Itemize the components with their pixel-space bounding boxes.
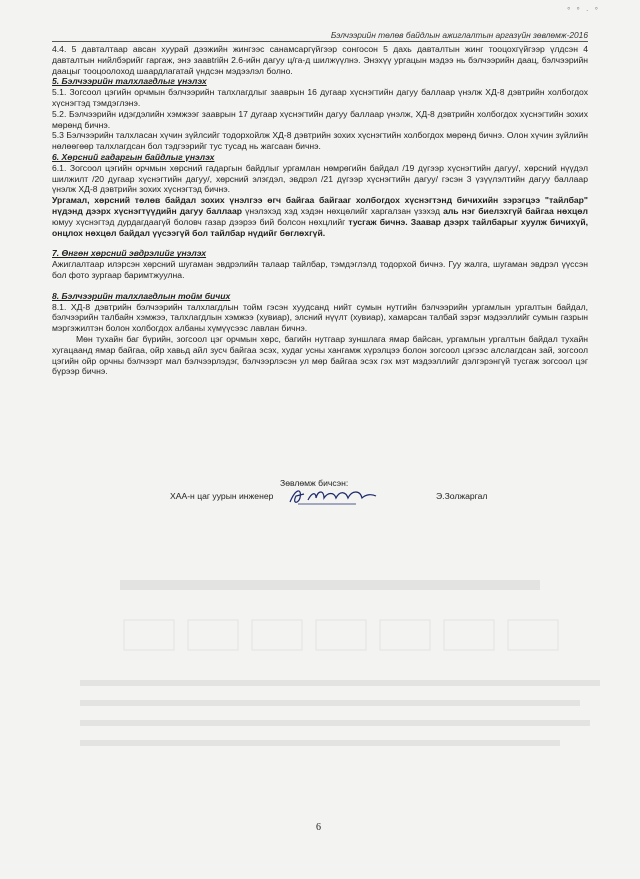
- corner-mark: ° ° · °: [567, 6, 600, 15]
- note-bold-3: тусгаж бичнэ. Заавар дээрх тайлбарыг хуулж бичихүй, онцлох нөхцөл байдал үүсээгүй бол тайлбар нүдийг бөглөхгүй.: [52, 216, 589, 238]
- paragraph-5-3: 5.3 Бэлчээрийн талхласан хүчин зүйлсийг тодорхойлж ХД-8 дэвтрийн зохих хүснэгтийн холбогдох мөрөнд бичнэ. Олон хүчин зүйлийн нөлөөгөөр талхлагдсан бол тэдгээрийг тус тусад нь жагсаан бичнэ.: [52, 130, 588, 152]
- section-5-heading: 5. Бэлчээрийн талхлагдлыг үнэлэх: [52, 76, 207, 87]
- paragraph-8-2: Мөн тухайн баг бүрийн, зогсоол цэг орчмын хөрс, багийн нутгаар зуншлага ямар байсан, ургамлын ургалтын байдал тухайн хугацаанд ямар байгаа, ойр хавьд айл зусч байгаа эсэх, худаг усны хангамж хүрэлцээ болон зогсоол цэгээс алслагдсан зай, зогсоол цэгийн ойр орчны бэлчээрт мал бэлчээрлэдэг, бэлчээрлэсэн ул мөр байгаа эсэх гэх мэт мэдээллийг дэлгэрэнгүй тусгаж зогсоол цэг бүрээр бичнэ.: [52, 333, 588, 377]
- note-bold-1: Ургамал, хөрсний төлөв байдал зохих үнэлгээ өгч байгаа байгааг холбогдох хүснэгтэнд бичихийн зэрэгцээ "тайлбар" нүдэнд дээрх хүснэгтүүдийн дагуу баллаар: [52, 195, 588, 216]
- paragraph-5-2: 5.2. Бэлчээрийн идэгдэлийн хэмжээг зааврын 17 дугаар хүснэгтийн дагуу баллаар үнэлж, ХД-8 дэвтрийн холбогдох хүснэгтийн зохих мөрөнд бичнэ.: [52, 108, 588, 130]
- signer-title: ХАА-н цаг уурын инженер: [170, 491, 274, 501]
- paragraph-6-1: 6.1. Зогсоол цэгийн орчмын хөрсний гадаргын байдлыг ургамлан нөмрөгийн байдал /19 дүгээр хүснэгтийн дагуу/, хөрсний нүүдэл шилжилт /20 дугаар хүснэгтийн дагуу/, хөрсний элэгдэл, эвдрэл /21 дүгээр хүснэгтийн дагуу/ гэсэн 3 үзүүлэлтийн дагуу баллаар үнэлж ХД-8 дэвтрийн зохих хүснэгтэд бичнэ.: [52, 162, 588, 195]
- paragraph-6-1-note: [52, 195, 588, 238]
- paragraph-4-4: 4.4. 5 давталтаар авсан хуурай дээжийн жингээс санамсаргүйгээр сонгосон 5 дахь давталтын жинг тооцохгүйгээр үлдсэн 4 давталтын нийлбэрийг гаргаж, энэ заавtriйн 2.6-ийн дагуу ц/га-д шилжүүлнэ. Энэхүү ургацын мэдээ нь бэлчээрийн даац, бэлчээрийн даацыг тооцоолоход шаардлагатай үндсэн мэдээлэл болно.: [52, 44, 588, 76]
- note-regular-1: үнэлэхэд хэд хэдэн нөхцөлийг харгалзан үзэхэд: [242, 205, 440, 216]
- header-rule: [52, 41, 588, 42]
- note-regular-2: юмуу хүснэгтэд дурдагдаагүй боловч газар дээрээ бий болсон нөхцлийг: [52, 216, 346, 227]
- signer-name: Э.Золжаргал: [436, 491, 488, 501]
- signature-label: Зөвлөмж бичсэн:: [280, 478, 349, 488]
- note-bold-2: аль нэг биелэхгүй байгаа нөхцөл: [440, 205, 589, 216]
- document-body: [52, 44, 588, 377]
- paragraph-5-1: 5.1. Зогсоол цэгийн орчмын бэлчээрийн талхлагдлыг зааврын 16 дугаар хүснэгтийн дагуу баллаар үнэлж ХД-8 дэвтрийн холбогдох хүснэгтэд тэмдэглэнэ.: [52, 87, 588, 108]
- handwritten-signature: [286, 484, 378, 508]
- section-6-heading: 6. Хөрсний гадаргын байдлыг үнэлэх: [52, 151, 215, 162]
- bleed-through-shadow: [60, 560, 620, 820]
- section-8-heading: 8. Бэлчээрийн талхлагдлын тойм бичих: [52, 290, 231, 301]
- section-7-heading: 7. Өнгөн хөрсний эвдрэлийг үнэлэх: [52, 248, 207, 259]
- paragraph-8-1: 8.1. ХД-8 дэвтрийн бэлчээрийн талхлагдлын тойм гэсэн хуудсанд нийт сумын нутгийн бэлчээрийн ургамлын ургалтын байдал, бэлчээрийн талбайн хэмжээ, талхлагдлын хэмжээ (хувиар), элсний нүүлт (хувиар), хамарсан талбай зэрэг мэдээллийг сумын газрын мэргэжилтэн болон холбогдох албаны хүмүүсээс лавлан бичнэ.: [52, 301, 588, 334]
- paragraph-7: Ажиглалтаар илэрсэн хөрсний шугаман эвдрэлийн талаар тайлбар, тэмдэглэлд тодорхой бичнэ. Гуу жалга, шугаман эвдрэл үүссэн бол фото зургаар баримтжуулна.: [52, 259, 588, 280]
- running-header: Бэлчээрийн төлөв байдлын ажиглалтын аргазүйн зөвлөмж-2016: [330, 30, 588, 40]
- page-number: 6: [316, 822, 321, 833]
